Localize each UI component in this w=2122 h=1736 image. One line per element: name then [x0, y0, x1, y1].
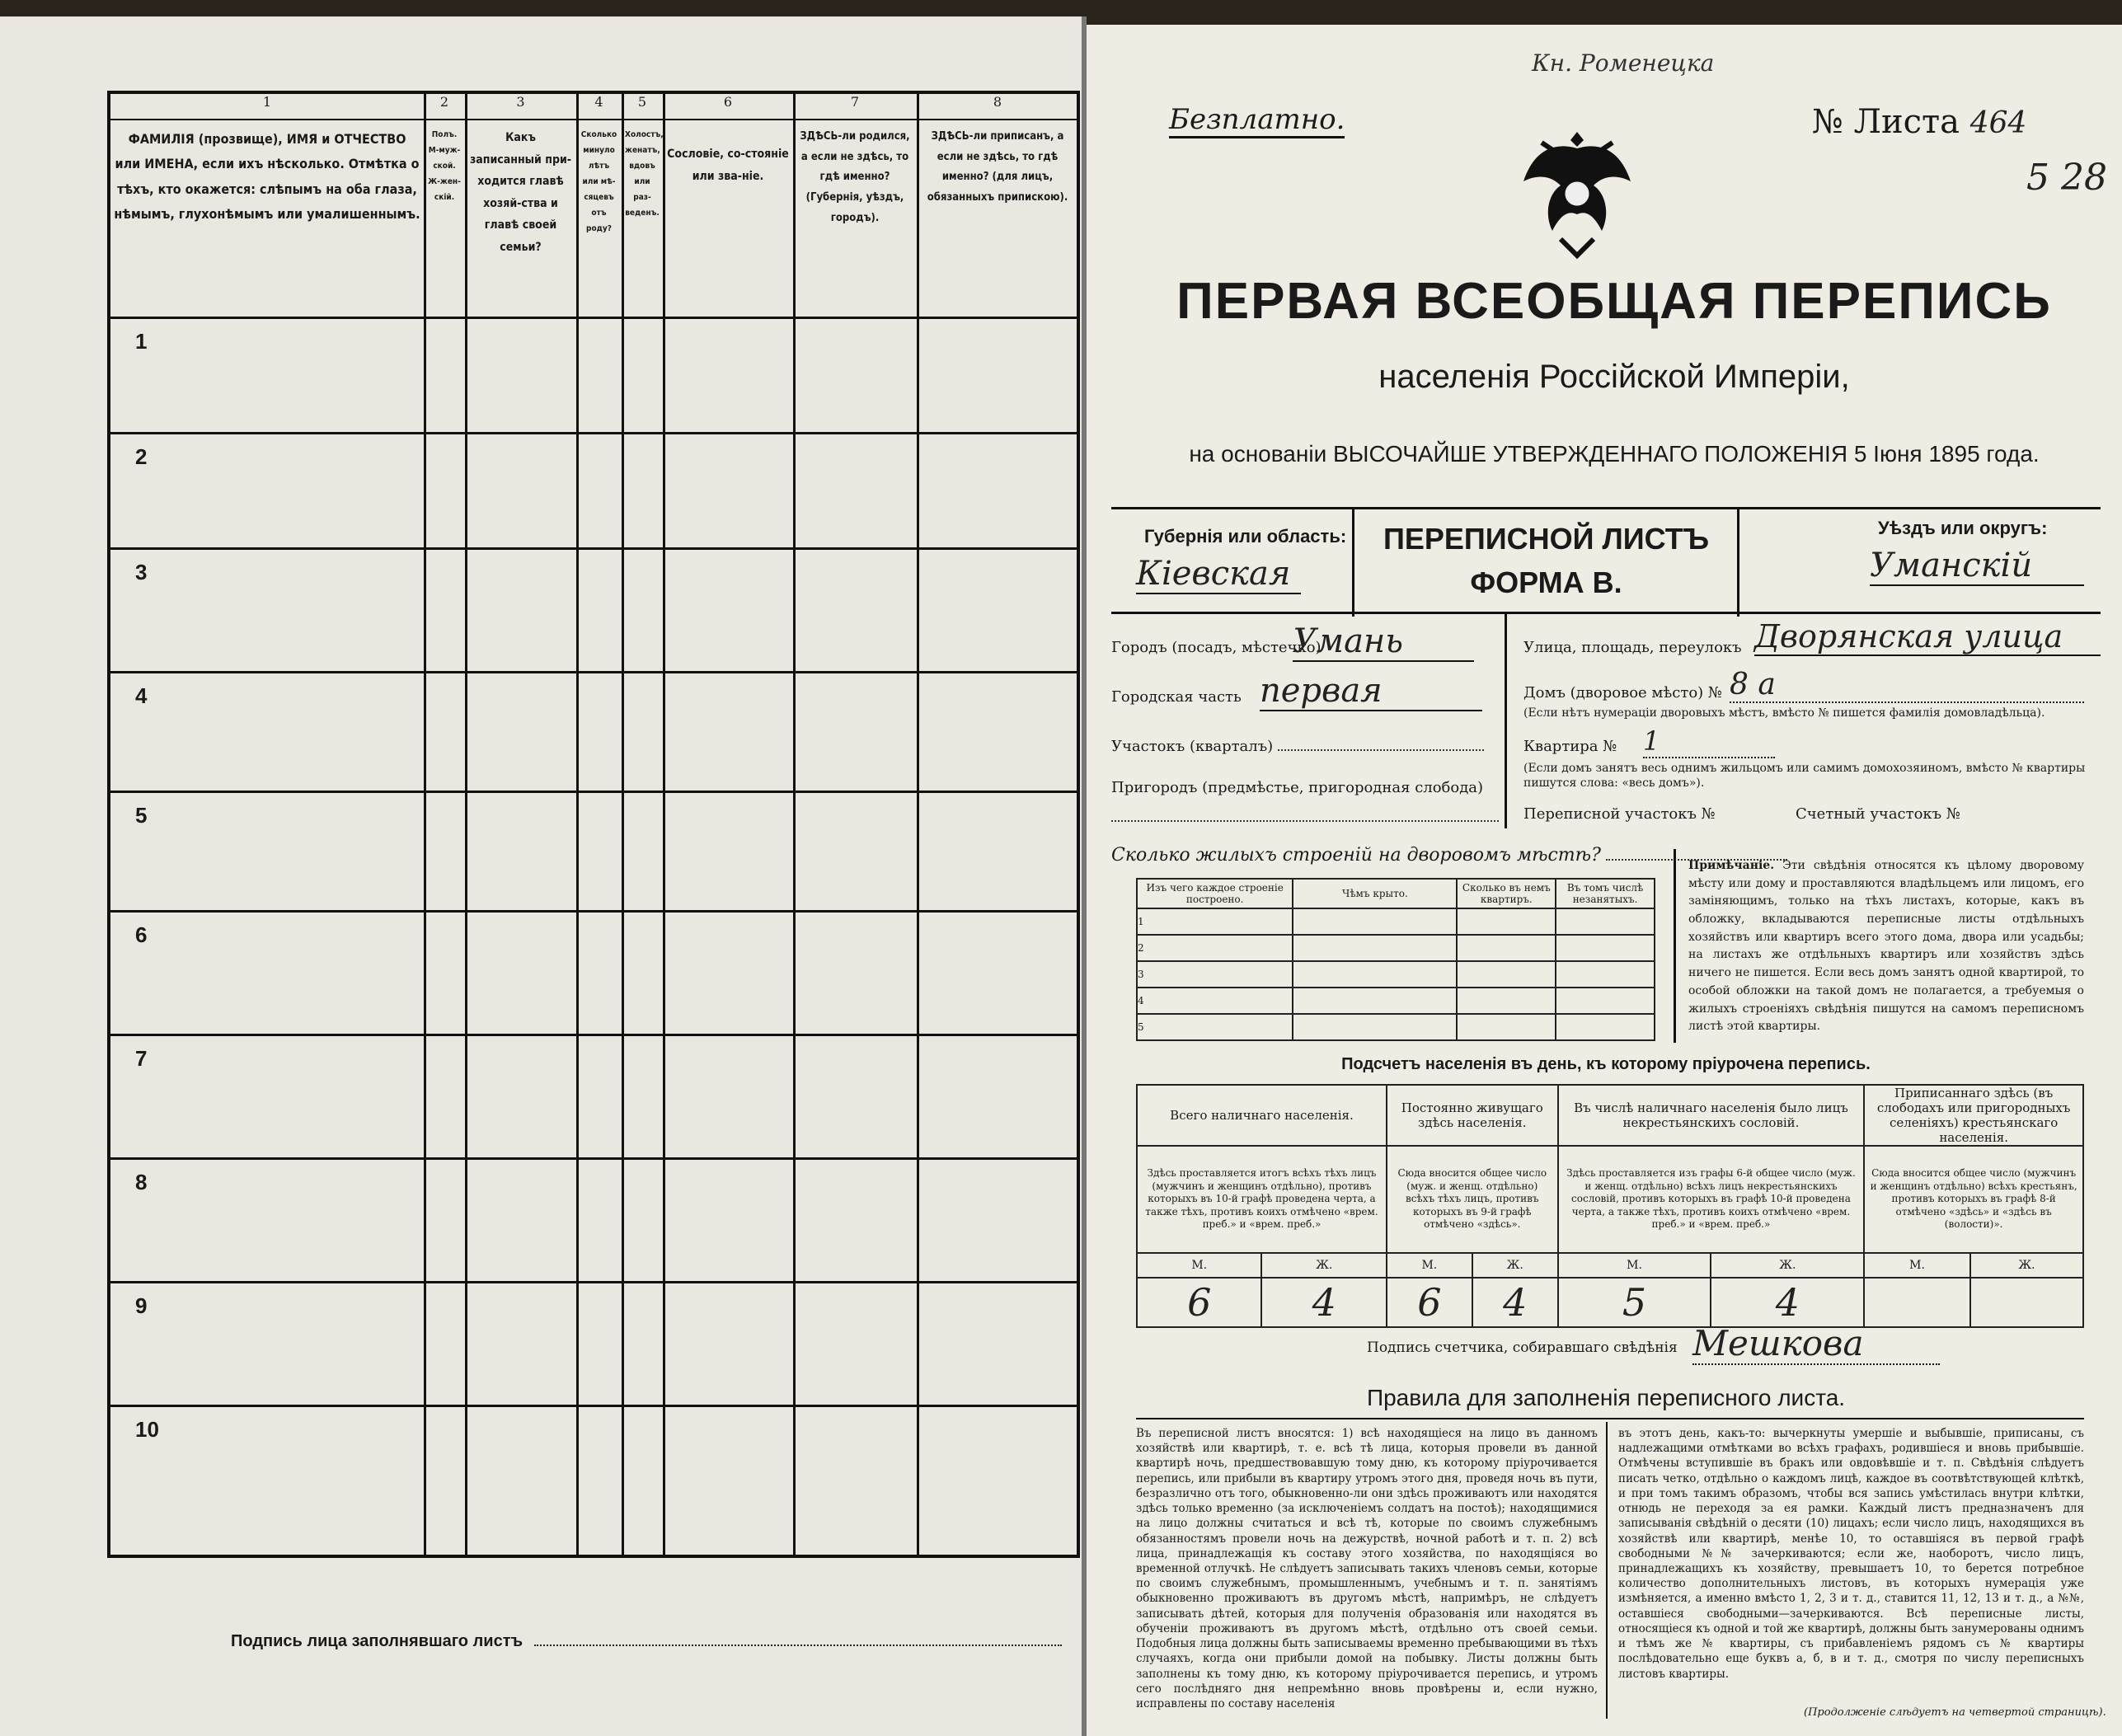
flat-note: (Если домъ занятъ весь однимъ жильцомъ или самимъ домохозяиномъ, вмѣсто № квартиры пишутся слова: «весь домъ»). [1523, 762, 2086, 791]
uezd-value: Уманскій [1870, 547, 2084, 586]
count-nonpeasant-f: 4 [1711, 1278, 1864, 1327]
count-mz-4: Ж. [1472, 1253, 1558, 1278]
right-page [1087, 25, 2122, 1736]
count-permanent-m: 6 [1387, 1278, 1472, 1327]
buildings-head-flats: Сколько въ немъ квартиръ. [1457, 879, 1556, 908]
form-letter: ФОРМА В. [1470, 565, 1622, 599]
count-permanent-f: 4 [1472, 1278, 1558, 1327]
count-head-total: Всего наличнаго населенія. [1137, 1085, 1387, 1146]
count-total-f: 4 [1261, 1278, 1386, 1327]
title-sub: населенія Россійской Имперіи, [1378, 359, 1850, 395]
header-box [1111, 507, 2101, 614]
col-head-registered: ЗДѢСЬ-ли приписанъ, а если не здѣсь, то гдѣ именно? (для лицъ, обязанныхъ припискою). [927, 130, 1068, 204]
col-num-3: 3 [516, 94, 525, 110]
count-mz-7: М. [1864, 1253, 1970, 1278]
count-mz-3: М. [1387, 1253, 1472, 1278]
col-head-estate: Сословіе, со-стояніе или зва-ніе. [667, 148, 789, 183]
count-peasant-m [1864, 1278, 1970, 1327]
col-num-2: 2 [439, 94, 449, 110]
census-table [107, 91, 1080, 1558]
count-head-peasant: Приписаннаго здѣсь (въ слободахъ или пригородныхъ селеніяхъ) крестьянскаго населенія. [1864, 1085, 2083, 1146]
address-left [1111, 614, 1507, 828]
left-page [0, 16, 1087, 1736]
col-head-marital: Холостъ, женатъ, вдовъ или раз-веденъ. [625, 130, 664, 218]
row-number-5: 5 [135, 803, 148, 828]
buildings-table [1136, 878, 1655, 1041]
buildings-row-4: 4 [1137, 988, 1293, 1014]
row-number-2: 2 [135, 444, 148, 469]
rules-continuation: (Продолженіе слѣдуетъ на четвертой страницѣ). [1804, 1706, 2106, 1719]
title-main: ПЕРВАЯ ВСЕОБЩАЯ ПЕРЕПИСЬ [1176, 273, 2052, 330]
count-mz-2: Ж. [1261, 1253, 1386, 1278]
buildings-note: Примѣчаніе. Эти свѣдѣнія относятся къ цѣлому дворовому мѣсту или дому и проставляются владѣльцемъ или лицомъ, его заміняющимъ, только на тѣхъ листахъ, которые, какъ въ обложку, вкладываются переписные листы отдѣльныхъ хозяйствъ или квартиръ всего этого дома, двора или усадьбы; на листахъ же отдѣльныхъ квартиръ или хозяйствъ здѣсь ничего не пишется. Если весь домъ занятъ одной квартирой, то особой обложки на такой домъ не полагается, а требуемыя о жилыхъ строеніяхъ свѣдѣнія пишутся на самомъ переписномъ листѣ этой квартиры. [1688, 859, 2085, 1034]
enumerator-signature-label: Подпись счетчика, собиравшаго свѣдѣнія [1367, 1340, 1678, 1356]
city-value: Умань [1293, 622, 1474, 662]
count-desc-permanent: Сюда вносится общее число (муж. и женщ. отдѣльно) всѣхъ тѣхъ лицъ, противъ которыхъ въ 9-й графѣ отмѣчено «здѣсь». [1387, 1146, 1558, 1253]
part-value: первая [1260, 672, 1482, 711]
col-head-sex: Полъ. М-муж-ской. Ж-жен-скій. [428, 130, 461, 202]
buildings-head-roof: Чѣмъ крыто. [1293, 879, 1457, 908]
row-number-9: 9 [135, 1293, 148, 1318]
schet-uchastok-field: Счетный участокъ № [1796, 805, 1960, 823]
count-title: Подсчетъ населенія въ день, къ которому пріурочена перепись. [1341, 1055, 1871, 1073]
house-field: Домъ (дворовое мѣсто) № [1523, 684, 1722, 701]
perepis-uchastok-field: Переписной участокъ № [1523, 805, 1716, 823]
count-total-m: 6 [1137, 1278, 1261, 1327]
flat-field: Квартира № [1523, 738, 1617, 755]
col-num-4: 4 [594, 94, 603, 110]
buildings-question: Сколько жилыхъ строеній на дворовомъ мѣстѣ? [1111, 845, 1787, 866]
row-number-4: 4 [135, 683, 148, 708]
buildings-row-2: 2 [1137, 935, 1293, 961]
col-head-relation: Какъ записанный при-ходится главѣ хозяй-ства и главѣ своей семьи? [469, 131, 572, 254]
flat-value: 1 [1643, 725, 1775, 758]
count-mz-1: М. [1137, 1253, 1261, 1278]
gubernia-value: Кіевская [1136, 555, 1301, 594]
title-basis: на основаніи ВЫСОЧАЙШЕ УТВЕРЖДЕННАГО ПОЛОЖЕНІЯ 5 Іюня 1895 года. [1189, 441, 2040, 467]
count-mz-5: М. [1558, 1253, 1711, 1278]
count-peasant-f [1970, 1278, 2083, 1327]
count-desc-nonpeasant: Здѣсь проставляется изъ графы 6-й общее число (муж. и женщ. отдѣльно) всѣхъ лицъ некрестьянскихъ сословій, противъ которыхъ въ графѣ 10-й проведена черта, а также тѣхъ, противъ коихъ отмѣчено «врем. преб.» и «врем. преб.» [1558, 1146, 1865, 1253]
buildings-head-vacant: Въ томъ числѣ незанятыхъ. [1556, 879, 1655, 908]
count-desc-total: Здѣсь проставляется итогъ всѣхъ тѣхъ лицъ (мужчинъ и женщинъ отдѣльно), противъ которыхъ въ 10-й графѣ проведена черта, а также тѣхъ, противъ коихъ отмѣчено «врем. преб.» и «врем. преб.» [1137, 1146, 1387, 1253]
count-mz-8: Ж. [1970, 1253, 2083, 1278]
row-number-8: 8 [135, 1170, 148, 1194]
count-mz-6: Ж. [1711, 1253, 1864, 1278]
buildings-row-3: 3 [1137, 961, 1293, 988]
double-headed-eagle-icon [1515, 115, 1639, 264]
top-handwritten-note: Кн. Роменецка [1532, 49, 1715, 77]
signature-label: Подпись лица заполнявшаго листъ [231, 1632, 1062, 1651]
col-head-age: Сколько минуло лѣтъ или мѣ-сяцевъ отъ роду? [580, 130, 617, 233]
gubernia-label: Губернія или область: [1144, 526, 1347, 547]
count-desc-peasant: Сюда вносится общее число (мужчинъ и женщинъ отдѣльно) всѣхъ крестьянъ, противъ которыхъ въ графѣ 8-й отмѣчено «здѣсь» и «здѣсь въ (волости)». [1864, 1146, 2083, 1253]
street-field: Улица, площадь, переулокъ [1523, 639, 1742, 656]
buildings-row-1: 1 [1137, 908, 1293, 935]
prigorod-field: Пригородъ (предмѣстье, пригородная слобода) [1111, 779, 1484, 796]
uezd-label: Уѣздъ или округъ: [1878, 518, 2048, 538]
row-number-7: 7 [135, 1046, 148, 1071]
col-num-1: 1 [262, 94, 272, 110]
address-right [1523, 614, 2109, 828]
enumerator-signature-value: Мешкова [1692, 1323, 1940, 1365]
house-note: (Если нѣтъ нумераціи дворовыхъ мѣстъ, вмѣсто № пишется фамилія домовладѣльца). [1523, 706, 2045, 720]
col-num-7: 7 [850, 94, 860, 110]
rules-column-1: Въ переписной листъ вносятся: 1) всѣ находящіеся на лицо въ данномъ хозяйствѣ или квартирѣ, т. е. всѣ тѣ лица, которыя провели въ данной квартирѣ ночь, предшествовавшую тому дню, къ которому пріурочивается перепись, или прибыли въ квартиру утромъ этого дня, проведя ночь въ пути, безразлично отъ того, обыкновенно-ли они здѣсь проживаютъ или находятся здѣсь только временно (за исключеніемъ солдатъ на постоѣ); находящимися на лицо должны считаться и всѣ тѣ, которые по своимъ служебнымъ обязанностямъ провели ночь на дежурствѣ, ночной работѣ и т. п. 2) всѣ лица, принадлежащія къ составу этого хозяйства, по находящіяся во временной отлучкѣ. Не слѣдуетъ записывать такихъ членовъ семьи, которые по своимъ служебнымъ, промышленнымъ, учебнымъ и т. п. занятіямъ обыкновенно проживаютъ въ другомъ мѣстѣ, напримѣръ, не слѣдуетъ записывать дѣтей, которыя для полученія образованія или находятся въ обученіи проживаютъ въ другомъ мѣстѣ, отдѣльно отъ своей семьи. Подобныя лица должны быть записываемы временно пребывающими въ тѣхъ случаяхъ, когда они прибыли домой на побывку. Листы должны быть заполнены къ тому дню, къ которому пріурочивается перепись, и утромъ сего послѣдняго дня непремѣнно вновь провѣрены и, если нужно, исправлены по составу населенія [1136, 1427, 1598, 1710]
count-nonpeasant-m: 5 [1558, 1278, 1711, 1327]
sheet-number-handwritten: 5 28 [2026, 157, 2107, 199]
rules-title: Правила для заполненія переписного листа. [1366, 1385, 1846, 1410]
row-number-1: 1 [135, 329, 148, 354]
count-table [1136, 1084, 2084, 1328]
free-label: Безплатно. [1169, 103, 1345, 138]
part-field: Городская часть [1111, 688, 1242, 706]
uchastok-field: Участокъ (кварталъ) [1111, 738, 1491, 755]
house-value: 8 а [1730, 668, 2084, 703]
sheet-number: № Листа 464 [1812, 103, 2027, 141]
row-number-6: 6 [135, 922, 148, 947]
row-number-10: 10 [135, 1417, 159, 1442]
count-head-permanent: Постоянно живущаго здѣсь населенія. [1387, 1085, 1558, 1146]
city-field: Городъ (посадъ, мѣстечко) [1111, 639, 1322, 656]
col-head-birthplace: ЗДѢСЬ-ли родился, а если не здѣсь, то гдѣ именно? (Губернія, уѣздъ, городъ). [800, 130, 910, 224]
buildings-row-5: 5 [1137, 1014, 1293, 1040]
col-num-5: 5 [637, 94, 647, 110]
col-num-8: 8 [993, 94, 1002, 110]
rules-column-2: въ этотъ день, какъ-то: вычеркнуты умершіе и выбывшіе, приписаны, съ надлежащими отмѣтками во всѣхъ графахъ, родившіеся и вновь прибывшіе. Отмѣчены вступившіе въ бракъ или овдовѣвшіе и т. п. Свѣдѣнія слѣдуетъ писать четко, отдѣльно о каждомъ лицѣ, каждое въ соотвѣтствующей клѣткѣ, и при томъ такимъ образомъ, чтобы вся запись умѣстилась внутри клѣтки, отнюдь не переходя за ея рамки. Каждый листъ предназначенъ для записыванія свѣдѣній о десяти (10) лицахъ; если число лицъ, находящихся въ хозяйствѣ или квартирѣ, менѣе 10, то оставшіяся въ первой графѣ свободными №№ зачеркиваются; если же, наоборотъ, число лицъ, принадлежащихъ къ хозяйству, превышаетъ 10, то берется потребное количество дополнительныхъ листовъ, въ которыхъ нумерація уже измѣняется, а именно вмѣсто 1, 2, 3 и т. д., ставится 11, 12, 13 и т. д., а №№, оставшіеся свободными—зачеркиваются. Всѣ переписные листы, относящіеся къ одной и той же квартирѣ, должны быть занумерованы однимъ и тѣмъ же № квартиры, съ прибавленіемъ рядомъ съ № квартиры послѣдовательно еще буквъ а, б, в и т. д., смотря по числу переписныхъ листовъ квартиры. [1618, 1427, 2084, 1681]
buildings-head-material: Изъ чего каждое строеніе построено. [1137, 879, 1293, 908]
col-head-name: ФАМИЛІЯ (прозвище), ИМЯ и ОТЧЕСТВО или ИМЕНА, если ихъ нѣсколько. Отмѣтка о тѣхъ, кто окажется: слѣпымъ на оба глаза, нѣмымъ, глухонѣмымъ или умалишеннымъ. [114, 131, 420, 223]
form-title: ПЕРЕПИСНОЙ ЛИСТЪ [1383, 522, 1710, 556]
count-head-nonpeasant: Въ числѣ наличнаго населенія было лицъ некрестьянскихъ сословій. [1558, 1085, 1865, 1146]
row-number-3: 3 [135, 560, 148, 584]
street-value: Дворянская улица [1754, 618, 2101, 656]
col-num-6: 6 [723, 94, 733, 110]
